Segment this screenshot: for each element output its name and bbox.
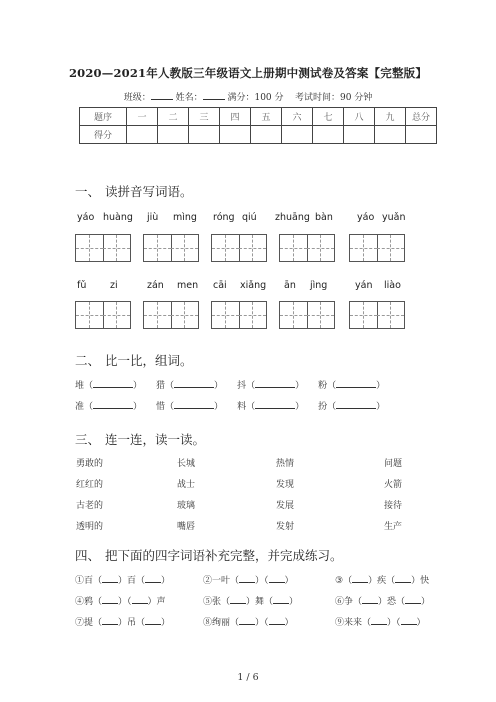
- header-cell: 总分: [406, 108, 437, 126]
- writing-grid[interactable]: [349, 301, 405, 329]
- answer-blank[interactable]: [405, 595, 421, 604]
- writing-grid[interactable]: [211, 234, 267, 262]
- paren: ）: [133, 402, 143, 412]
- section-title: 连一连，读一读。: [105, 432, 206, 447]
- idiom-text: ④鸦（: [75, 597, 103, 607]
- score-cell[interactable]: [158, 126, 189, 144]
- answer-blank[interactable]: [239, 574, 255, 583]
- score-cell[interactable]: [375, 126, 406, 144]
- writing-grid[interactable]: [143, 301, 199, 329]
- score-cell[interactable]: [251, 126, 282, 144]
- paren: ）: [214, 381, 224, 391]
- pinyin: huàng: [103, 212, 133, 223]
- header-cell: 题序: [80, 108, 127, 126]
- answer-blank[interactable]: [371, 616, 387, 625]
- idiom-text: ）: [421, 597, 431, 607]
- idiom-text: ）: [161, 576, 171, 586]
- pinyin: qiú: [242, 212, 257, 223]
- answer-blank[interactable]: [132, 595, 148, 604]
- answer-blank[interactable]: [269, 574, 285, 583]
- header-cell: 一: [127, 108, 158, 126]
- header-cell: 五: [251, 108, 282, 126]
- score-cell[interactable]: [406, 126, 437, 144]
- idiom-text: ）: [161, 618, 171, 628]
- compare-row: [75, 399, 385, 412]
- answer-blank[interactable]: [395, 574, 411, 583]
- answer-blank[interactable]: [401, 616, 417, 625]
- score-cell[interactable]: [220, 126, 251, 144]
- idiom-text: ）吊（: [118, 618, 146, 628]
- score-cell[interactable]: [189, 126, 220, 144]
- page-title: 2020—2021年人教版三年级语文上册期中测试卷及答案【完整版】: [68, 66, 428, 80]
- idiom-text: ⑦提（: [75, 618, 103, 628]
- answer-blank[interactable]: [102, 595, 118, 604]
- exam-info: [0, 90, 496, 103]
- pinyin: róng: [213, 212, 235, 223]
- score-row: [80, 126, 437, 144]
- idiom-text: ⑧绚丽（: [203, 618, 240, 628]
- pinyin: yáo: [77, 212, 95, 223]
- answer-blank[interactable]: [102, 574, 118, 583]
- full-score: 满分：100 分: [227, 93, 284, 103]
- score-cell[interactable]: [313, 126, 344, 144]
- header-cell: 九: [375, 108, 406, 126]
- idiom-text: ⑥争（: [335, 597, 363, 607]
- match-word[interactable]: 问题: [384, 459, 403, 469]
- section-1-heading: [75, 182, 193, 200]
- idiom-text: ）（: [118, 597, 132, 607]
- match-word[interactable]: 热情: [276, 459, 295, 469]
- char: 料（: [237, 402, 256, 412]
- pinyin: bàn: [315, 212, 333, 223]
- match-word[interactable]: 发射: [276, 522, 295, 532]
- pinyin: ān: [284, 280, 296, 291]
- idiom-text: ③（: [335, 576, 353, 586]
- idiom-text: ②一叶（: [203, 576, 240, 586]
- idiom-text: ）声: [147, 597, 166, 607]
- idiom-row: [75, 615, 426, 628]
- idiom-text: ）: [284, 618, 294, 628]
- answer-blank[interactable]: [93, 400, 133, 409]
- header-cell: 八: [344, 108, 375, 126]
- paren: ）: [376, 402, 386, 412]
- answer-blank[interactable]: [336, 379, 376, 388]
- paren: ）: [214, 402, 224, 412]
- section-2-heading: [75, 351, 193, 369]
- writing-grid[interactable]: [211, 301, 267, 329]
- pinyin: xiǎng: [240, 280, 267, 291]
- paren: ）: [376, 381, 386, 391]
- idiom-text: ）恐（: [378, 597, 406, 607]
- idiom-text: ）舞（: [246, 597, 274, 607]
- idiom-row: [75, 573, 429, 586]
- idiom-row: [75, 594, 430, 607]
- match-word[interactable]: 红红的: [76, 480, 104, 490]
- pinyin: jìng: [310, 280, 328, 291]
- char: 惜（: [156, 402, 175, 412]
- answer-blank[interactable]: [362, 595, 378, 604]
- idiom-text: ）（: [255, 618, 269, 628]
- header-cell: 四: [220, 108, 251, 126]
- pinyin: yuǎn: [382, 212, 406, 223]
- section-number: 一、: [75, 184, 101, 199]
- class-blank: [151, 90, 173, 100]
- answer-blank[interactable]: [255, 400, 295, 409]
- answer-blank[interactable]: [273, 595, 289, 604]
- char: 扮（: [318, 402, 337, 412]
- writing-grid[interactable]: [279, 234, 335, 262]
- section-title: 比一比，组词。: [105, 353, 193, 368]
- pinyin: jiù: [147, 212, 159, 223]
- pinyin: men: [177, 280, 199, 291]
- match-word[interactable]: 勇敢的: [76, 459, 104, 469]
- idiom-text: ）（: [387, 618, 401, 628]
- idiom-text: ）疾（: [368, 576, 396, 586]
- answer-blank[interactable]: [230, 595, 246, 604]
- section-3-heading: [75, 430, 205, 448]
- answer-blank[interactable]: [93, 379, 133, 388]
- section-title: 读拼音写词语。: [105, 184, 193, 199]
- match-word[interactable]: 火箭: [384, 480, 403, 490]
- idiom-text: ）快: [411, 576, 430, 586]
- answer-blank[interactable]: [145, 616, 161, 625]
- pinyin: fǔ: [77, 280, 87, 291]
- writing-grid[interactable]: [75, 301, 131, 329]
- answer-blank[interactable]: [174, 379, 214, 388]
- score-cell[interactable]: [282, 126, 313, 144]
- section-number: 三、: [75, 432, 101, 447]
- idiom-text: ）（: [255, 576, 269, 586]
- idiom-text: ⑨来来（: [335, 618, 372, 628]
- match-word[interactable]: 发展: [276, 501, 295, 511]
- idiom-text: ）: [289, 597, 299, 607]
- match-word[interactable]: 发现: [276, 480, 295, 490]
- answer-blank[interactable]: [255, 379, 295, 388]
- idiom-text: ）百（: [118, 576, 146, 586]
- pinyin: yáo: [357, 212, 375, 223]
- answer-blank[interactable]: [336, 400, 376, 409]
- paren: ）: [133, 381, 143, 391]
- match-word[interactable]: 接待: [384, 501, 403, 511]
- match-word[interactable]: 玻璃: [177, 501, 196, 511]
- answer-blank[interactable]: [174, 400, 214, 409]
- match-word[interactable]: 生产: [384, 522, 403, 532]
- section-number: 二、: [75, 353, 101, 368]
- pinyin: zán: [147, 280, 164, 291]
- header-cell: 七: [313, 108, 344, 126]
- answer-blank[interactable]: [102, 616, 118, 625]
- section-4-heading: [75, 546, 343, 564]
- match-word[interactable]: 透明的: [76, 522, 104, 532]
- header-cell: 三: [189, 108, 220, 126]
- char: 猎（: [156, 381, 175, 391]
- pinyin: cāi: [213, 280, 227, 291]
- match-word[interactable]: 嘴唇: [177, 522, 196, 532]
- idiom-text: ①百（: [75, 576, 103, 586]
- match-word[interactable]: 长城: [177, 459, 196, 469]
- score-table: [79, 107, 437, 144]
- paren: ）: [295, 402, 305, 412]
- pinyin: liào: [384, 280, 401, 291]
- char: 准（: [75, 402, 94, 412]
- pinyin: zi: [110, 280, 118, 291]
- answer-blank[interactable]: [239, 616, 255, 625]
- pinyin: mìng: [173, 212, 197, 223]
- page-number: 1 / 6: [237, 672, 259, 683]
- writing-grid[interactable]: [75, 234, 131, 262]
- char: 堆（: [75, 381, 94, 391]
- score-header-row: [80, 108, 437, 126]
- idiom-text: ⑤张（: [203, 597, 231, 607]
- paren: ）: [295, 381, 305, 391]
- score-cell[interactable]: [127, 126, 158, 144]
- section-title: 把下面的四字词语补充完整，并完成练习。: [105, 548, 343, 563]
- match-word[interactable]: 古老的: [76, 501, 104, 511]
- writing-grid[interactable]: [279, 301, 335, 329]
- compare-row: [75, 378, 385, 391]
- score-row-label: 得分: [80, 126, 127, 144]
- pinyin: yán: [355, 280, 373, 291]
- char: 粉（: [318, 381, 337, 391]
- char: 抖（: [237, 381, 256, 391]
- answer-blank[interactable]: [269, 616, 285, 625]
- answer-blank[interactable]: [352, 574, 368, 583]
- name-blank: [203, 90, 225, 100]
- writing-grid[interactable]: [349, 234, 405, 262]
- header-cell: 六: [282, 108, 313, 126]
- section-number: 四、: [75, 548, 101, 563]
- match-word[interactable]: 战士: [177, 480, 196, 490]
- name-label: 姓名：: [175, 93, 203, 103]
- exam-time: 考试时间：90 分钟: [294, 93, 373, 103]
- writing-grid[interactable]: [143, 234, 199, 262]
- class-label: 班级：: [123, 93, 151, 103]
- score-cell[interactable]: [344, 126, 375, 144]
- pinyin: zhuāng: [275, 212, 310, 223]
- idiom-text: ）: [284, 576, 294, 586]
- answer-blank[interactable]: [145, 574, 161, 583]
- idiom-text: ）: [416, 618, 426, 628]
- header-cell: 二: [158, 108, 189, 126]
